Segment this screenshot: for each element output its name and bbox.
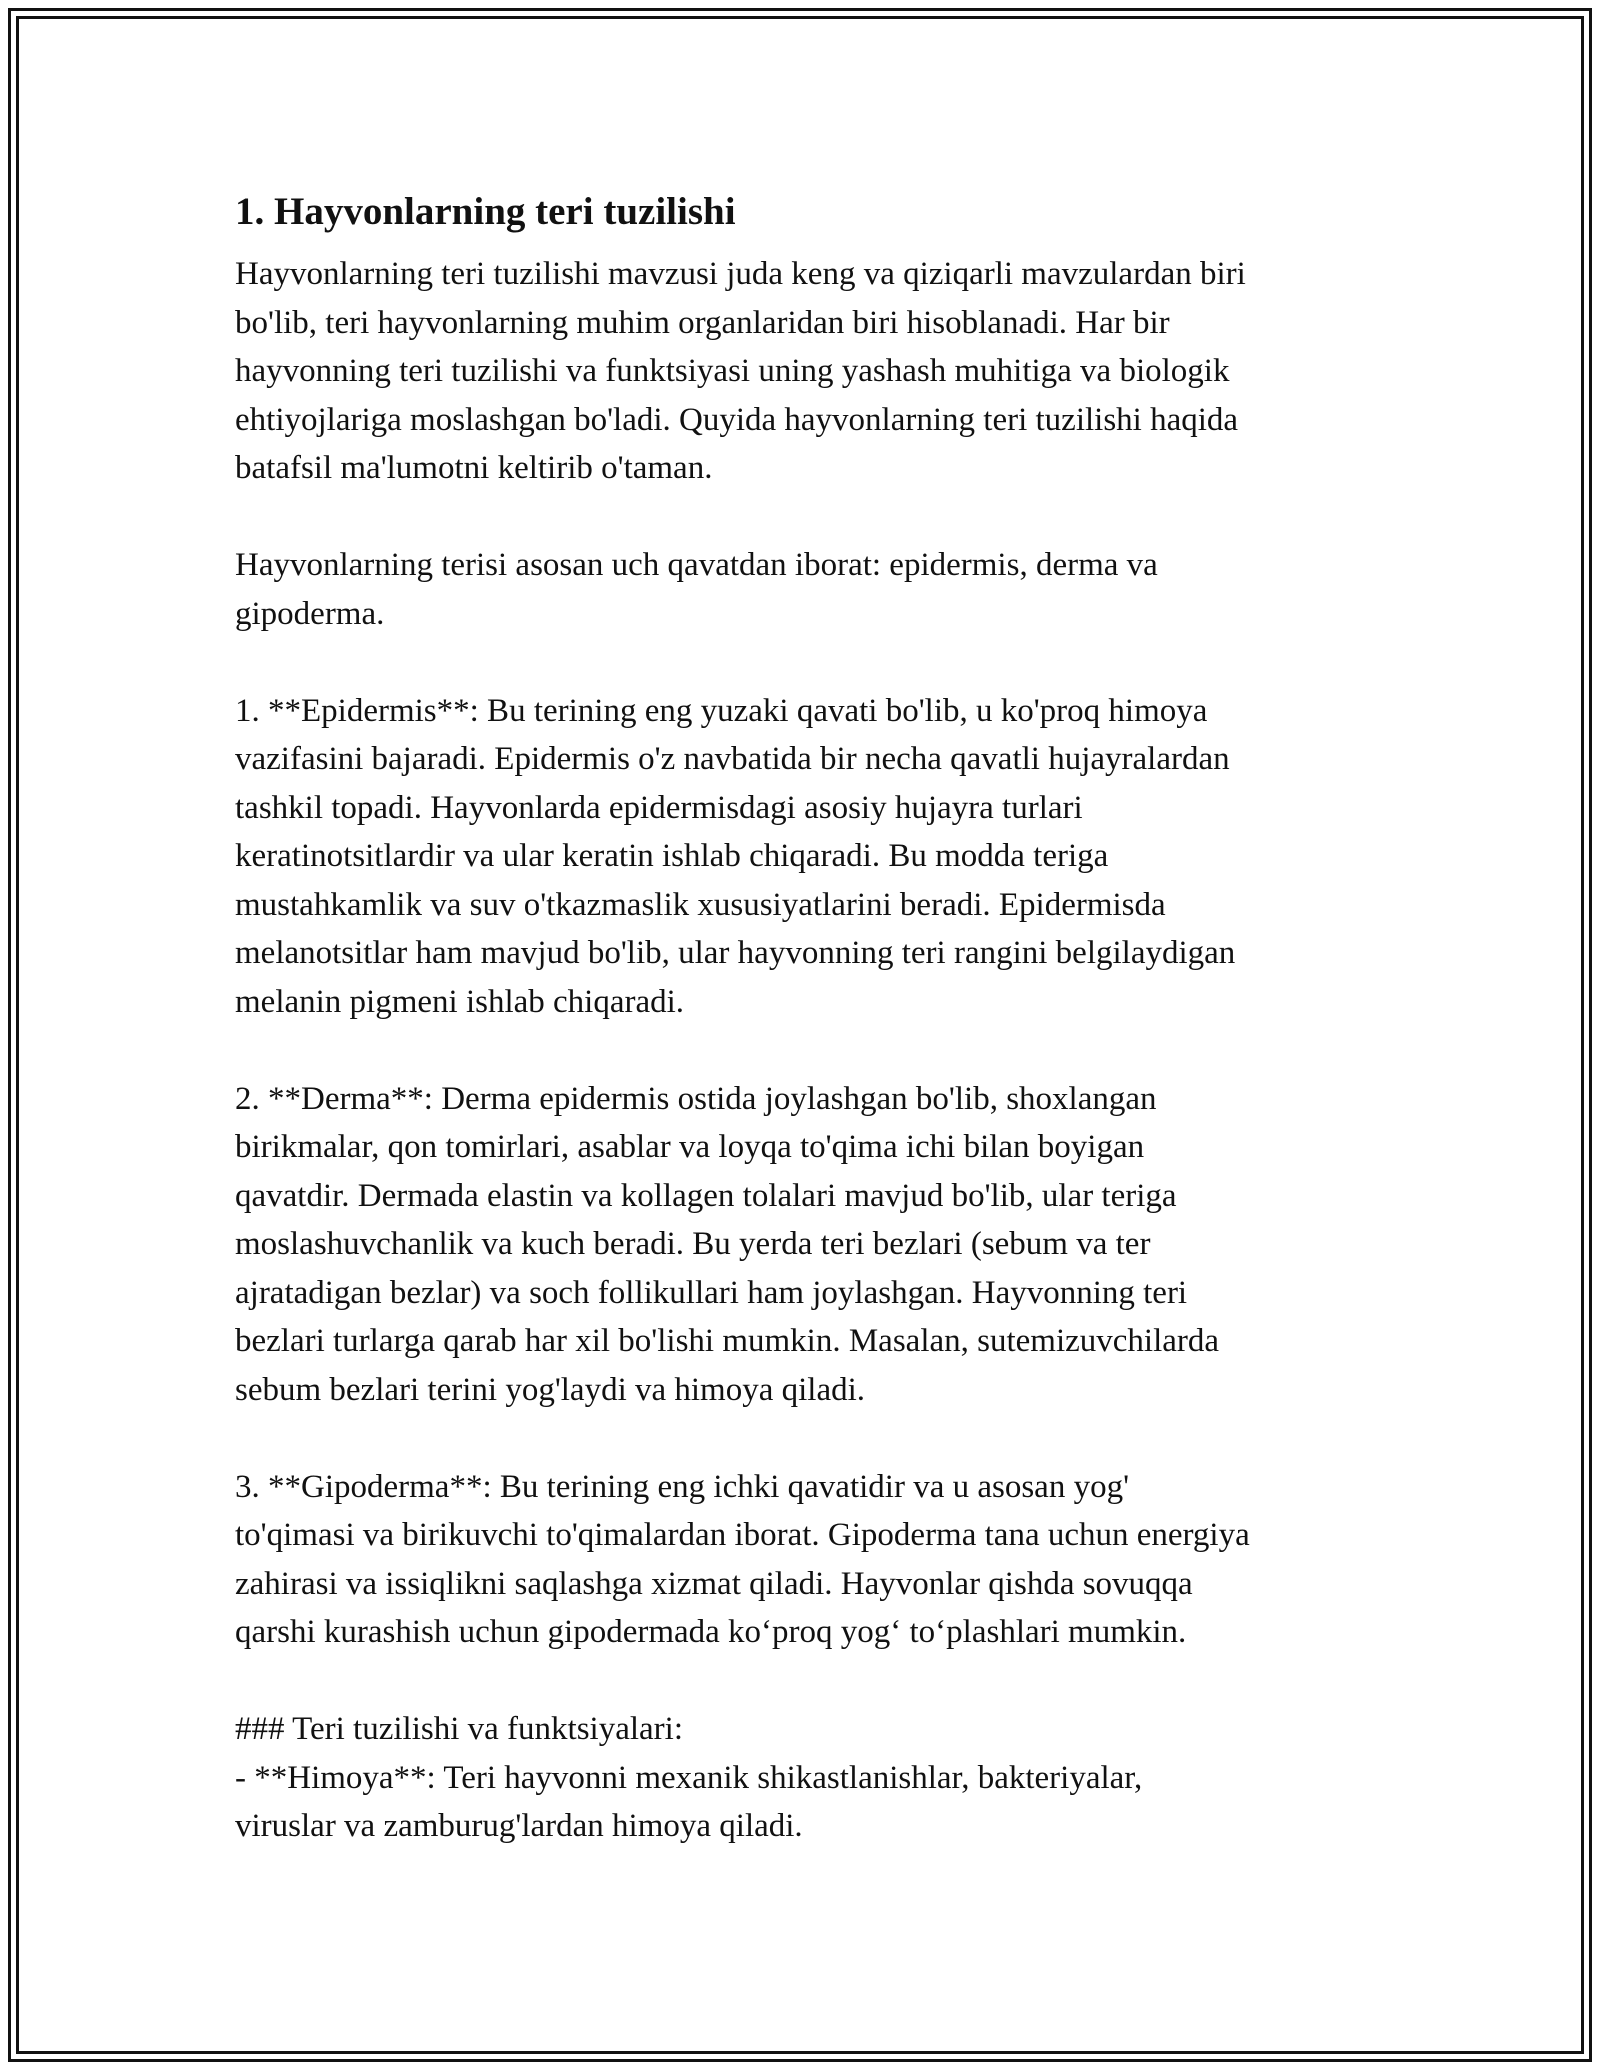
paragraph-layers <box>235 541 1375 638</box>
text-line: Hayvonlarning teri tuzilishi mavzusi juda keng va qiziqarli mavzulardan biri <box>235 256 1246 292</box>
text-line: moslashuvchanlik va kuch beradi. Bu yerda teri bezlari (sebum va ter <box>235 1226 1151 1262</box>
paragraph-derma <box>235 1075 1375 1415</box>
paragraph-epidermis <box>235 687 1375 1027</box>
text-line: ajratadigan bezlar) va soch follikullari ham joylashgan. Hayvonning teri <box>235 1274 1188 1311</box>
text-line: qarshi kurashish uchun gipodermada ko‘proq yog‘ to‘plashlari mumkin. <box>235 1614 1187 1650</box>
text-line: hayvonning teri tuzilishi va funktsiyasi uning yashash muhitiga va biologik <box>235 353 1230 389</box>
paragraph-gipoderma <box>235 1463 1375 1657</box>
text-line: batafsil ma'lumotni keltirib o'taman. <box>235 450 713 486</box>
text-line: 3. **Gipoderma**: Bu terining eng ichki qavatidir va u asosan yog' <box>235 1468 1130 1505</box>
paragraph-functions <box>235 1705 1375 1851</box>
text-line: melanin pigmeni ishlab chiqaradi. <box>235 983 685 1020</box>
text-line: 1. **Epidermis**: Bu terining eng yuzaki qavati bo'lib, u ko'proq himoya <box>235 692 1208 729</box>
text-line: birikmalar, qon tomirlari, asablar va loyqa to'qima ichi bilan boyigan <box>235 1129 1145 1165</box>
text-line: gipoderma. <box>235 595 385 632</box>
text-line: ehtiyojlariga moslashgan bo'ladi. Quyida hayvonlarning teri tuzilishi haqida <box>235 401 1239 438</box>
paragraph-intro <box>235 250 1375 493</box>
text-line: sebum bezlari terini yog'laydi va himoya qiladi. <box>235 1371 866 1408</box>
text-line: bezlari turlarga qarab har xil bo'lishi mumkin. Masalan, sutemizuvchilarda <box>235 1323 1220 1359</box>
text-line: qavatdir. Dermada elastin va kollagen tolalari mavjud bo'lib, ular teriga <box>235 1177 1177 1214</box>
text-line: to'qimasi va birikuvchi to'qimalardan iborat. Gipoderma tana uchun energiya <box>235 1517 1250 1553</box>
text-line: viruslar va zamburug'lardan himoya qiladi. <box>235 1808 803 1844</box>
text-line: - **Himoya**: Teri hayvonni mexanik shikastlanishlar, bakteriyalar, <box>235 1759 1143 1796</box>
text-line: Hayvonlarning terisi asosan uch qavatdan iborat: epidermis, derma va <box>235 547 1158 583</box>
document-title: 1. Hayvonlarning teri tuzilishi <box>235 190 736 233</box>
text-line: keratinotsitlardir va ular keratin ishlab chiqaradi. Bu modda teriga <box>235 838 1109 874</box>
text-line: melanotsitlar ham mavjud bo'lib, ular hayvonning teri rangini belgilaydigan <box>235 935 1236 971</box>
text-line: vazifasini bajaradi. Epidermis o'z navbatida bir necha qavatli hujayralardan <box>235 741 1230 777</box>
text-line: mustahkamlik va suv o'tkazmaslik xususiyatlarini beradi. Epidermisda <box>235 886 1166 923</box>
text-line: zahirasi va issiqlikni saqlashga xizmat qiladi. Hayvonlar qishda sovuqqa <box>235 1565 1193 1602</box>
text-line: ### Teri tuzilishi va funktsiyalari: <box>235 1711 683 1747</box>
document-body <box>235 186 1375 1851</box>
text-line: tashkil topadi. Hayvonlarda epidermisdagi asosiy hujayra turlari <box>235 789 1083 826</box>
text-line: bo'lib, teri hayvonlarning muhim organlaridan biri hisoblanadi. Har bir <box>235 304 1170 341</box>
text-line: 2. **Derma**: Derma epidermis ostida joylashgan bo'lib, shoxlangan <box>235 1080 1157 1117</box>
